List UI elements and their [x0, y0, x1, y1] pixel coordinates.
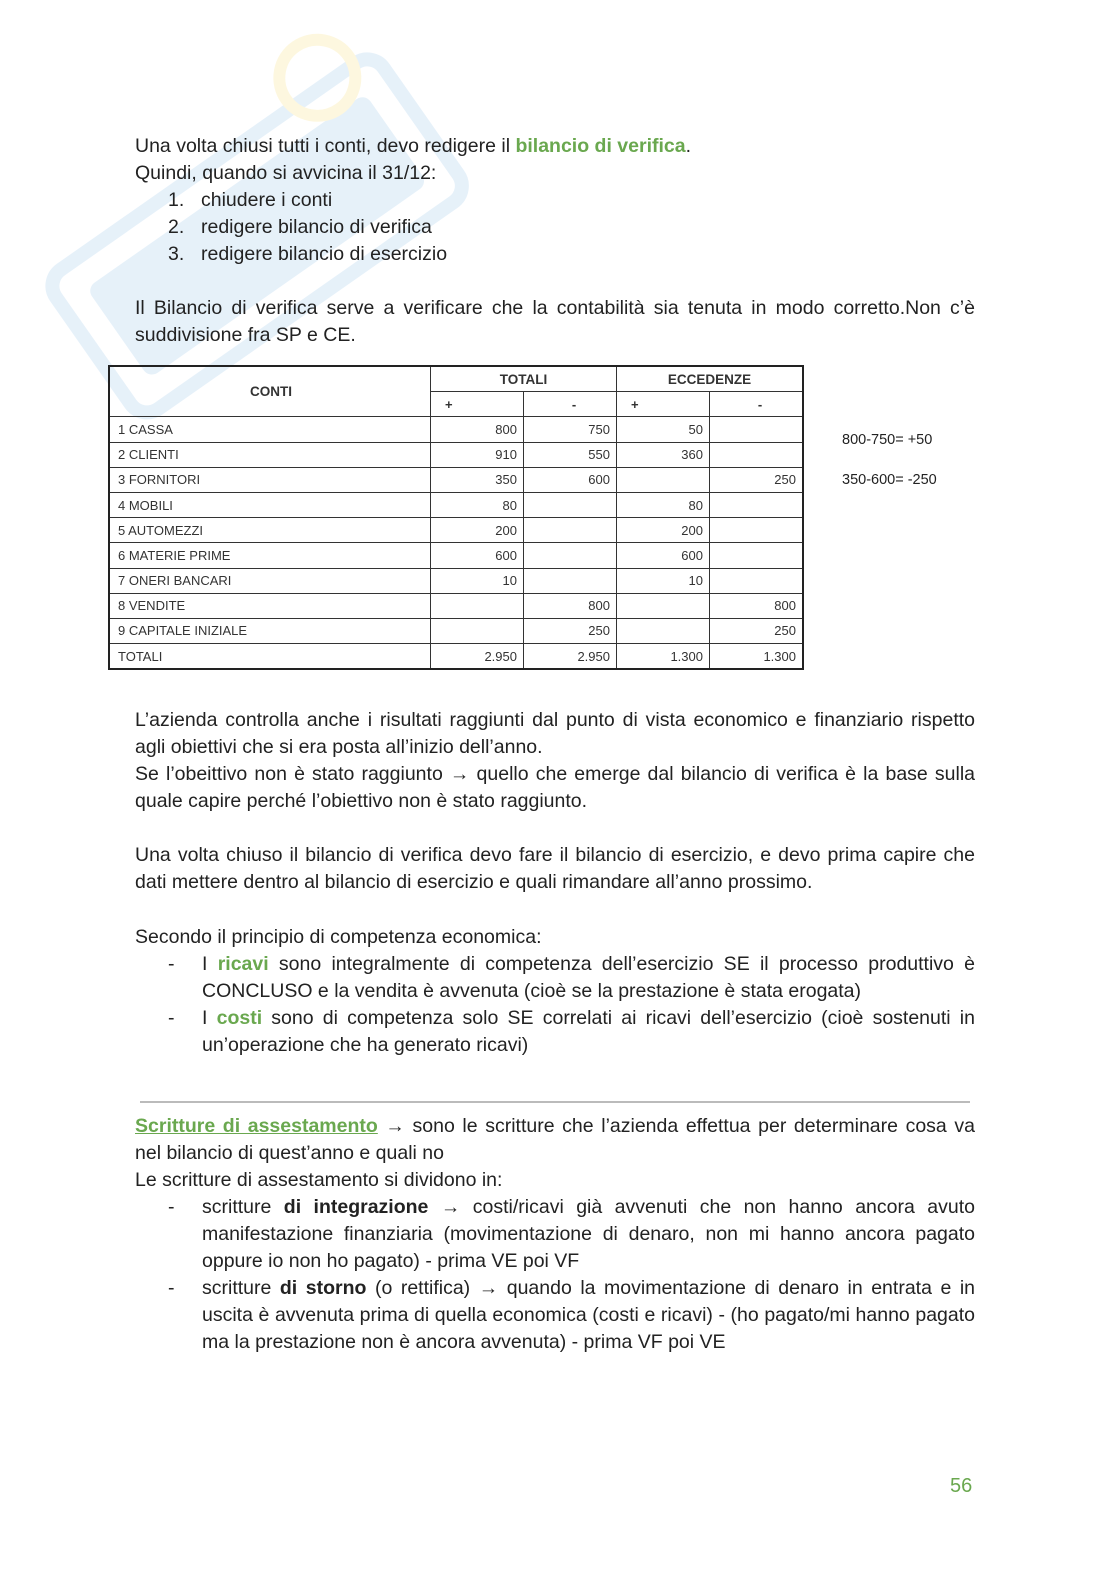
list-item: - I costi sono di competenza solo SE correlati ai ricavi dell’esercizio (cioè sostenuti in un’operazione che ha generato ricavi) — [168, 1007, 975, 1056]
list-item: - scritture di storno (o rettifica) → quando la movimentazione di denaro in entrata e in uscita è avvenuta prima di quella economica (costi e ricavi) - (ho pagato/mi hanno pagato ma la prestazione non è ancora avvenuta) - prima VF poi VE — [168, 1277, 976, 1353]
list-item: 1. chiudere i conti — [168, 189, 333, 211]
header-conti: CONTI — [109, 366, 431, 417]
totals-row: TOTALI 2.950 2.950 1.300 1.300 — [109, 644, 803, 670]
assestamento-list — [168, 1194, 975, 1356]
intro-line-1: Una volta chiusi tutti i conti, devo redigere il bilancio di verifica. — [135, 135, 692, 157]
closing-paragraph: Una volta chiuso il bilancio di verifica devo fare il bilancio di esercizio, e devo prima capire che dati mettere dentro al bilancio di esercizio e quali rimandare all’anno prossimo. — [135, 844, 975, 893]
table-row: 6 MATERIE PRIME 600 600 — [109, 543, 803, 568]
list-item: 3. redigere bilancio di esercizio — [168, 243, 448, 265]
table-row: 2 CLIENTI 910 550 360 — [109, 442, 803, 467]
header-totali: TOTALI — [431, 366, 617, 392]
results-paragraph-1: L’azienda controlla anche i risultati raggiunti dal punto di vista economico e finanziario rispetto agli obiettivi che si era posta all’inizio dell’anno. — [135, 709, 975, 758]
results-paragraph-2: Se l’obeittivo non è stato raggiunto → quello che emerge dal bilancio di verifica è la base sulla quale capire perché l’obiettivo non è stato raggiunto. — [135, 763, 975, 812]
principles-list — [168, 951, 975, 1059]
page-number: 56 — [950, 1475, 973, 1497]
table-row: 5 AUTOMEZZI 200 200 — [109, 518, 803, 543]
list-item: 2. redigere bilancio di verifica — [168, 216, 432, 238]
side-note-fornitori: 350-600= -250 — [842, 472, 937, 488]
scritture-assestamento-link[interactable]: Scritture di assestamento — [135, 1115, 378, 1137]
header-eccedenze: ECCEDENZE — [617, 366, 804, 392]
table-row: 3 FORNITORI 350 600 250 — [109, 467, 803, 492]
header-totali-plus: + — [431, 392, 524, 417]
table-row: 1 CASSA 800 750 50 — [109, 417, 803, 442]
header-totali-minus: - — [524, 392, 617, 417]
table-row: 4 MOBILI 80 80 — [109, 492, 803, 517]
header-eccedenze-plus: + — [617, 392, 710, 417]
section-divider — [140, 1101, 970, 1103]
principle-intro: Secondo il principio di competenza economica: — [135, 926, 542, 948]
intro-line-2: Quindi, quando si avvicina il 31/12: — [135, 162, 437, 184]
steps-list — [168, 187, 447, 268]
list-item: - I ricavi sono integralmente di competenza dell’esercizio SE il processo produttivo è CONCLUSO e la vendita è avvenuta (cioè se la prestazione è stata erogata) — [168, 953, 975, 1002]
assestamento-divide: Le scritture di assestamento si dividono in: — [135, 1169, 503, 1191]
table-row: 9 CAPITALE INIZIALE 250 250 — [109, 618, 803, 643]
table-row: 7 ONERI BANCARI 10 10 — [109, 568, 803, 593]
list-item: - scritture di integrazione → costi/ricavi già avvenuti che non hanno ancora avuto manifestazione finanziaria (movimentazione di denaro, non mi hanno ancora pagato oppure io non ho pagato) - prima VE poi VF — [168, 1196, 975, 1272]
assestamento-paragraph: Scritture di assestamento → sono le scritture che l’azienda effettua per determinare cosa va nel bilancio di quest’anno e quali no — [135, 1115, 975, 1164]
bilancio-verifica-table — [108, 365, 804, 670]
side-note-cassa: 800-750= +50 — [842, 432, 933, 448]
bilancio-verifica-highlight: bilancio di verifica — [515, 135, 686, 157]
table-row: 8 VENDITE 800 800 — [109, 593, 803, 618]
header-eccedenze-minus: - — [710, 392, 804, 417]
purpose-paragraph: Il Bilancio di verifica serve a verificare che la contabilità sia tenuta in modo corretto.Non c’è suddivisione fra SP e CE. — [135, 297, 975, 346]
